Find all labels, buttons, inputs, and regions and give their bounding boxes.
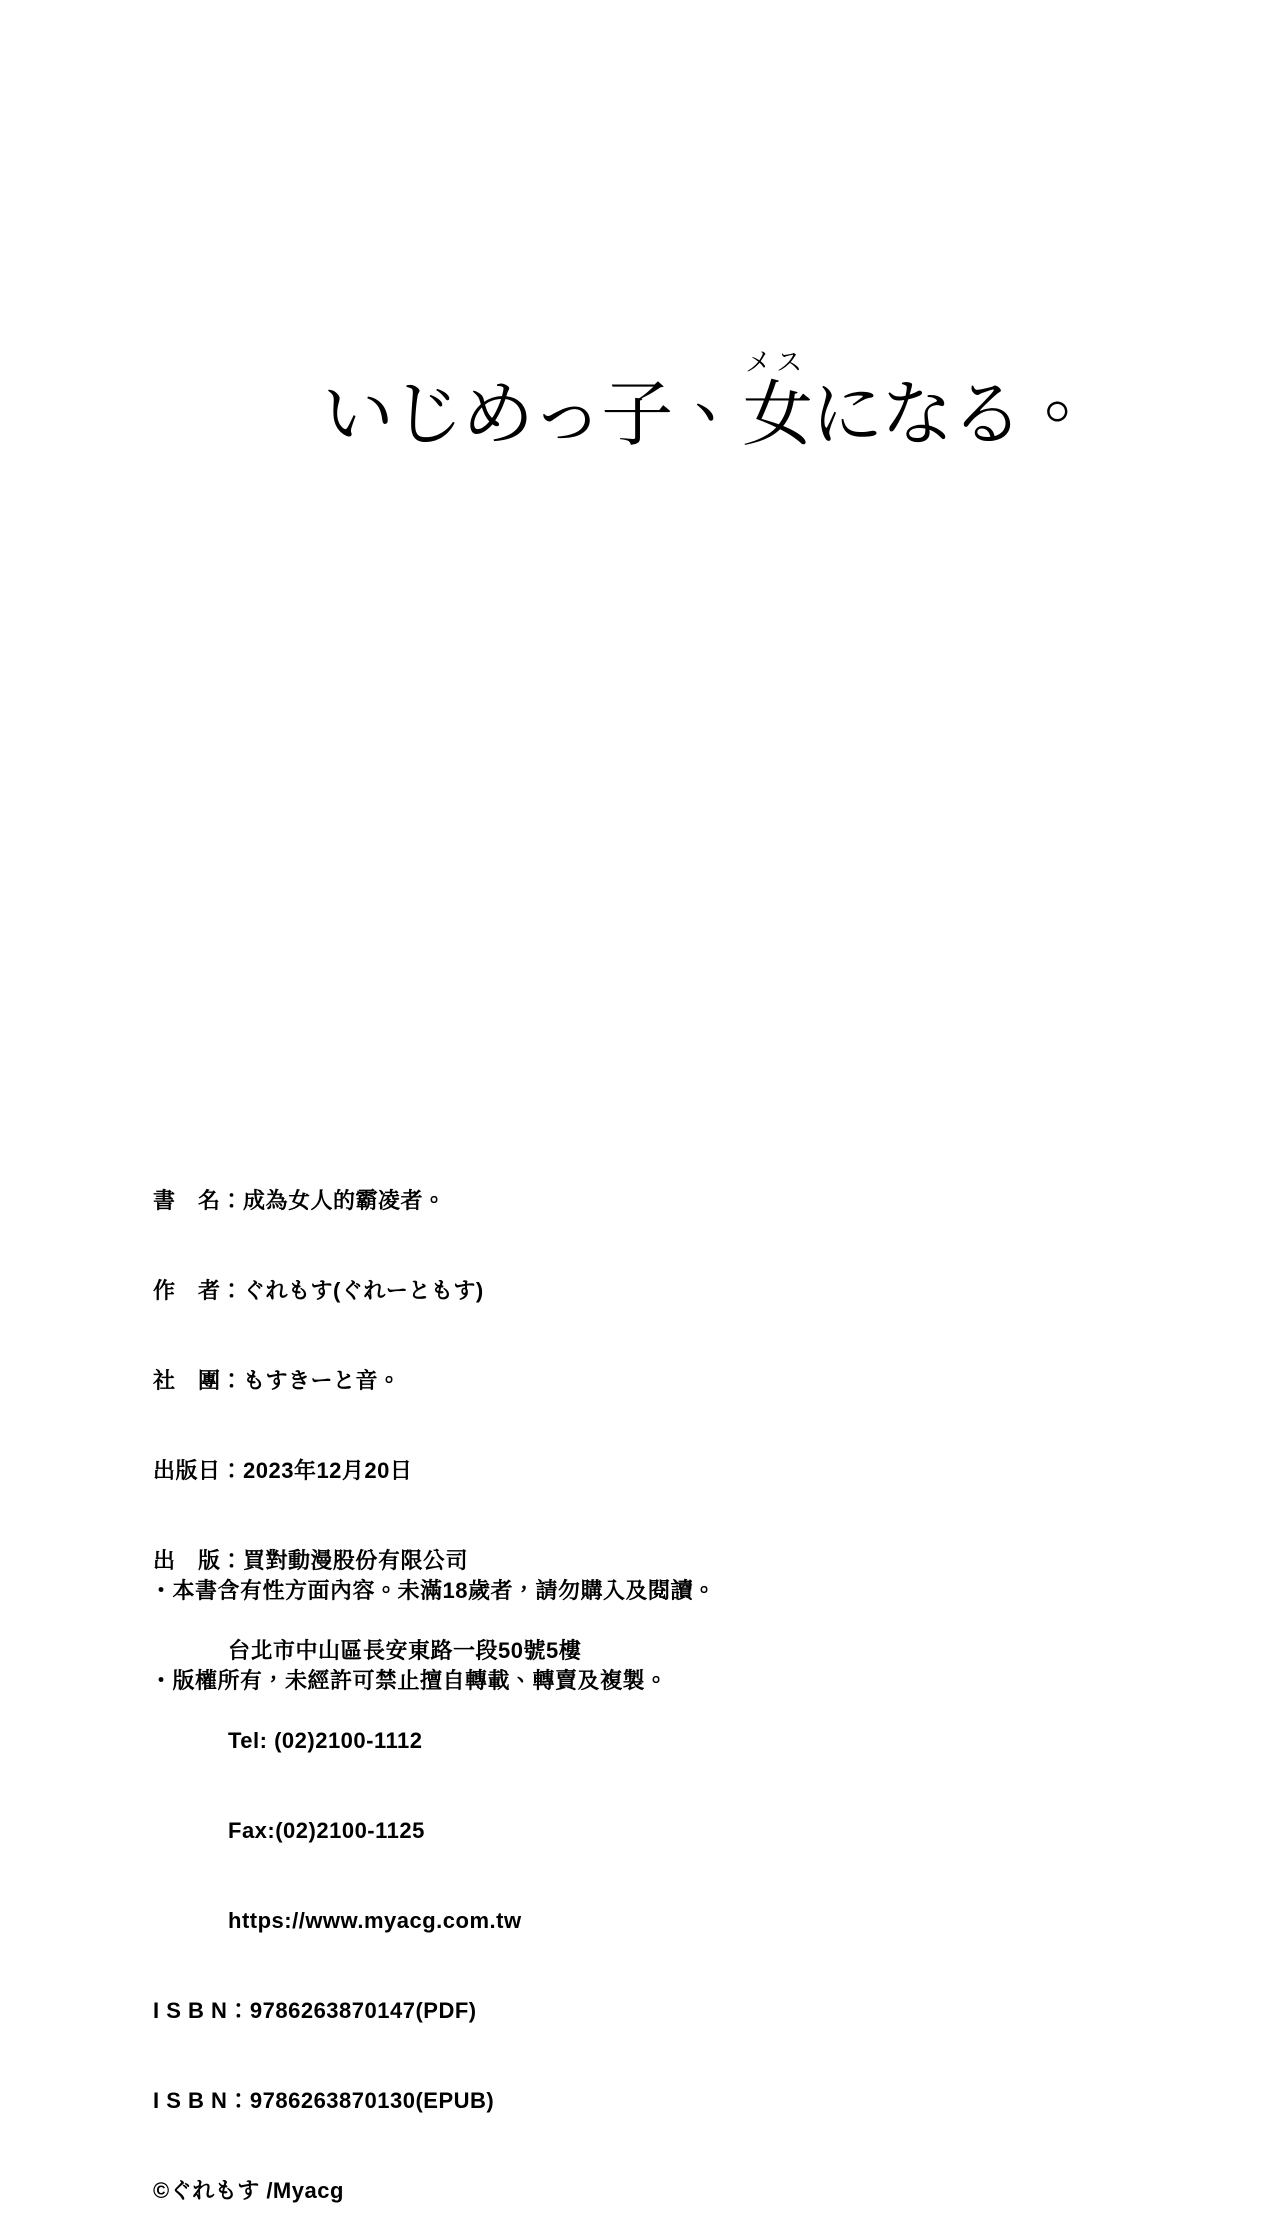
notice-copyright: ・版權所有，未經許可禁止擅自轉載、轉賣及複製。 bbox=[150, 1668, 668, 1693]
colophon-line-tel: Tel: (02)2100-1112 bbox=[228, 1728, 423, 1753]
colophon-line-publisher: 出 版：買對動漫股份有限公司 bbox=[153, 1548, 469, 1573]
colophon-line-website-url: https://www.myacg.com.tw bbox=[228, 1908, 522, 1933]
book-title-ruby bbox=[741, 348, 812, 456]
book-title-part2: になる。 bbox=[811, 372, 1092, 456]
colophon-line-book-name: 書 名：成為女人的霸凌者。 bbox=[153, 1188, 446, 1213]
book-title-part1: いじめっ子、 bbox=[322, 372, 742, 456]
colophon-line-copyright: ©ぐれもす /Myacg bbox=[153, 2178, 344, 2203]
notice-adult-content: ・本書含有性方面內容。未滿18歲者，請勿購入及閱讀。 bbox=[150, 1578, 716, 1603]
colophon-line-author: 作 者：ぐれもす(ぐれーともす) bbox=[153, 1278, 484, 1303]
colophon-line-circle: 社 團：もすきーと音。 bbox=[153, 1368, 401, 1393]
colophon-line-isbn-epub: I S B N：9786263870130(EPUB) bbox=[153, 2088, 495, 2113]
colophon-line-publish-date: 出版日：2023年12月20日 bbox=[153, 1458, 413, 1483]
colophon-line-isbn-pdf: I S B N：9786263870147(PDF) bbox=[153, 1998, 477, 2023]
colophon-line-address: 台北市中山區長安東路一段50號5樓 bbox=[228, 1638, 582, 1663]
book-title-furigana: メス bbox=[741, 348, 812, 378]
notices-block bbox=[150, 1516, 715, 1726]
book-title bbox=[322, 348, 1092, 456]
colophon-line-fax: Fax:(02)2100-1125 bbox=[228, 1818, 425, 1843]
book-title-ruby-base: 女 bbox=[741, 372, 812, 456]
